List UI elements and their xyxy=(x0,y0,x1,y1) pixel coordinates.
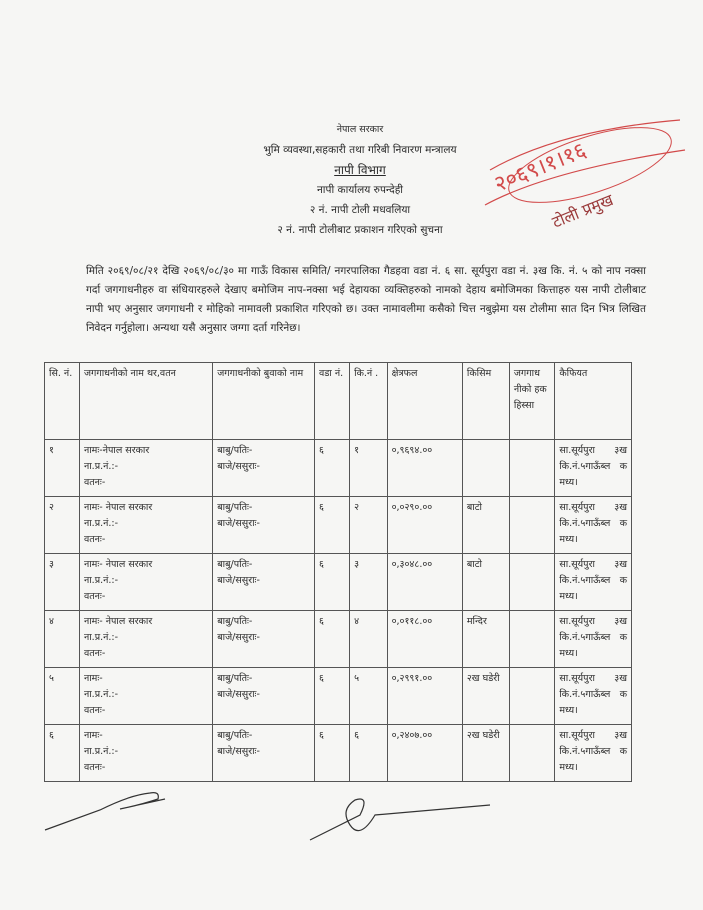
cell-ward: ६ xyxy=(315,668,350,725)
cell-father xyxy=(213,497,315,554)
cell-owner xyxy=(79,725,212,782)
land-records-table xyxy=(44,362,632,782)
cell-ward: ६ xyxy=(315,725,350,782)
owner-citizenship: ना.प्र.नं.:- xyxy=(83,746,119,757)
cell-type: २ख घडेरी xyxy=(462,725,509,782)
col-area: क्षेत्रफल xyxy=(387,363,462,440)
cell-owner xyxy=(79,497,212,554)
cell-kitta: ३ xyxy=(350,554,387,611)
owner-name: नामः- xyxy=(83,730,103,741)
cell-share xyxy=(509,725,554,782)
col-father: जगगाधनीको बुवाको नाम xyxy=(213,363,315,440)
cell-kitta: ४ xyxy=(350,611,387,668)
col-remarks: कैफियत xyxy=(555,363,632,440)
cell-share xyxy=(509,668,554,725)
cell-father xyxy=(213,668,315,725)
cell-father xyxy=(213,440,315,497)
cell-ward: ६ xyxy=(315,440,350,497)
cell-kitta: ५ xyxy=(350,668,387,725)
table-row xyxy=(45,440,632,497)
cell-area: ०,९६९४.०० xyxy=(387,440,462,497)
owner-address: वतनः- xyxy=(83,534,106,545)
table-row xyxy=(45,668,632,725)
father-name: बाबु/पतिः- xyxy=(217,559,253,570)
cell-remarks: सा.सूर्यपुरा ३ख कि.नं.५गाऊँब्ल क मध्य। xyxy=(555,611,632,668)
father-name: बाबु/पतिः- xyxy=(217,730,253,741)
cell-type xyxy=(462,440,509,497)
cell-serial: १ xyxy=(45,440,80,497)
owner-citizenship: ना.प्र.नं.:- xyxy=(83,689,119,700)
cell-serial: ४ xyxy=(45,611,80,668)
grandfather-name: बाजे/ससुराः- xyxy=(217,461,260,472)
owner-citizenship: ना.प्र.नं.:- xyxy=(83,575,119,586)
header-government: नेपाल सरकार xyxy=(336,124,384,135)
col-kitta: कि.नं . xyxy=(350,363,387,440)
col-owner: जगगाधनीको नाम थर,वतन xyxy=(79,363,212,440)
col-share: जगगाध नीको हक हिस्सा xyxy=(509,363,554,440)
cell-type: बाटो xyxy=(462,497,509,554)
cell-remarks: सा.सूर्यपुरा ३ख कि.नं.५गाऊँब्ल क मध्य। xyxy=(555,725,632,782)
cell-father xyxy=(213,725,315,782)
header-ministry: भुमि व्यवस्था,सहकारी तथा गरिबी निवारण मन्त्रालय xyxy=(263,144,457,156)
cell-kitta: ६ xyxy=(350,725,387,782)
owner-address: वतनः- xyxy=(83,648,106,659)
owner-name: नामः- नेपाल सरकार xyxy=(83,616,153,627)
father-name: बाबु/पतिः- xyxy=(217,445,253,456)
col-serial: सि. नं. xyxy=(45,363,80,440)
table-row xyxy=(45,725,632,782)
cell-serial: ३ xyxy=(45,554,80,611)
cell-remarks: सा.सूर्यपुरा ३ख कि.नं.५गाऊँब्ल क मध्य। xyxy=(555,497,632,554)
cell-owner xyxy=(79,668,212,725)
signature-right xyxy=(300,785,500,855)
cell-ward: ६ xyxy=(315,497,350,554)
notice-paragraph: मिति २०६९/०८/२१ देखि २०६९/०८/३० मा गाऊँ विकास समिति/ नगरपालिका गैडहवा वडा नं. ६ सा. सूर्यपुरा वडा नं. ३ख कि. नं. ५ को नाप नक्सा गर्दा जगगाधनीहरु वा संधियारहरुले देखाए बमोजिम नाप-नक्सा भई देहायका व्यक्तिहरुको नामको देहाय बमोजिमका कित्ताहरु यस नापी टोलीबाट नापी भए अनुसार जगगाधनी र मोहिको नामावली प्रकाशित गरिएको छ। उक्त नामावलीमा कसैको चित्त नबुझेमा यस टोलीमा सात दिन भित्र लिखित निवेदन गर्नुहोला। अन्यथा यसै अनुसार जग्गा दर्ता गरिनेछ। xyxy=(86,265,646,334)
cell-ward: ६ xyxy=(315,554,350,611)
cell-type: २ख घडेरी xyxy=(462,668,509,725)
cell-area: ०,०११८.०० xyxy=(387,611,462,668)
owner-name: नामः- नेपाल सरकार xyxy=(83,502,153,513)
owner-address: वतनः- xyxy=(83,477,106,488)
table-row xyxy=(45,497,632,554)
cell-type: मन्दिर xyxy=(462,611,509,668)
header-office: नापी कार्यालय रुपन्देही xyxy=(316,184,404,196)
cell-remarks: सा.सूर्यपुरा ३ख कि.नं.५गाऊँब्ल क मध्य। xyxy=(555,554,632,611)
cell-area: ०,२४०७.०० xyxy=(387,725,462,782)
cell-type: बाटो xyxy=(462,554,509,611)
grandfather-name: बाजे/ससुराः- xyxy=(217,689,260,700)
cell-father xyxy=(213,611,315,668)
header-team: २ नं. नापी टोली मधवलिया xyxy=(309,204,411,216)
father-name: बाबु/पतिः- xyxy=(217,673,253,684)
cell-kitta: २ xyxy=(350,497,387,554)
table-header-row xyxy=(45,363,632,440)
cell-remarks: सा.सूर्यपुरा ३ख कि.नं.५गाऊँब्ल क मध्य। xyxy=(555,668,632,725)
cell-area: ०,३०४८.०० xyxy=(387,554,462,611)
stamp-date: २०६९।१।१६ xyxy=(490,138,590,198)
stamp-title: टोली प्रमुख xyxy=(549,190,616,232)
owner-name: नामः- xyxy=(83,673,103,684)
father-name: बाबु/पतिः- xyxy=(217,616,253,627)
owner-name: नामः-नेपाल सरकार xyxy=(83,445,150,456)
cell-father xyxy=(213,554,315,611)
header-notice-title: २ नं. नापी टोलीबाट प्रकाशन गरिएको सुचना xyxy=(277,224,443,236)
cell-share xyxy=(509,554,554,611)
owner-name: नामः- नेपाल सरकार xyxy=(83,559,153,570)
grandfather-name: बाजे/ससुराः- xyxy=(217,632,260,643)
handwritten-stamp xyxy=(480,110,690,245)
cell-area: ०,०२९०.०० xyxy=(387,497,462,554)
grandfather-name: बाजे/ससुराः- xyxy=(217,746,260,757)
cell-share xyxy=(509,611,554,668)
cell-owner xyxy=(79,440,212,497)
signature-left xyxy=(40,785,170,835)
grandfather-name: बाजे/ससुराः- xyxy=(217,518,260,529)
cell-serial: २ xyxy=(45,497,80,554)
father-name: बाबु/पतिः- xyxy=(217,502,253,513)
cell-area: ०,२९९१.०० xyxy=(387,668,462,725)
cell-ward: ६ xyxy=(315,611,350,668)
header-department: नापी विभाग xyxy=(334,163,386,177)
table-row xyxy=(45,611,632,668)
document-header xyxy=(210,120,510,240)
col-ward: वडा नं. xyxy=(315,363,350,440)
cell-owner xyxy=(79,611,212,668)
col-type: किसिम xyxy=(462,363,509,440)
owner-citizenship: ना.प्र.नं.:- xyxy=(83,461,119,472)
owner-citizenship: ना.प्र.नं.:- xyxy=(83,518,119,529)
cell-serial: ६ xyxy=(45,725,80,782)
table-row xyxy=(45,554,632,611)
owner-address: वतनः- xyxy=(83,591,106,602)
owner-address: वतनः- xyxy=(83,705,106,716)
cell-kitta: १ xyxy=(350,440,387,497)
cell-share xyxy=(509,497,554,554)
cell-serial: ५ xyxy=(45,668,80,725)
owner-address: वतनः- xyxy=(83,762,106,773)
cell-remarks: सा.सूर्यपुरा ३ख कि.नं.५गाऊँब्ल क मध्य। xyxy=(555,440,632,497)
cell-share xyxy=(509,440,554,497)
grandfather-name: बाजे/ससुराः- xyxy=(217,575,260,586)
owner-citizenship: ना.प्र.नं.:- xyxy=(83,632,119,643)
cell-owner xyxy=(79,554,212,611)
